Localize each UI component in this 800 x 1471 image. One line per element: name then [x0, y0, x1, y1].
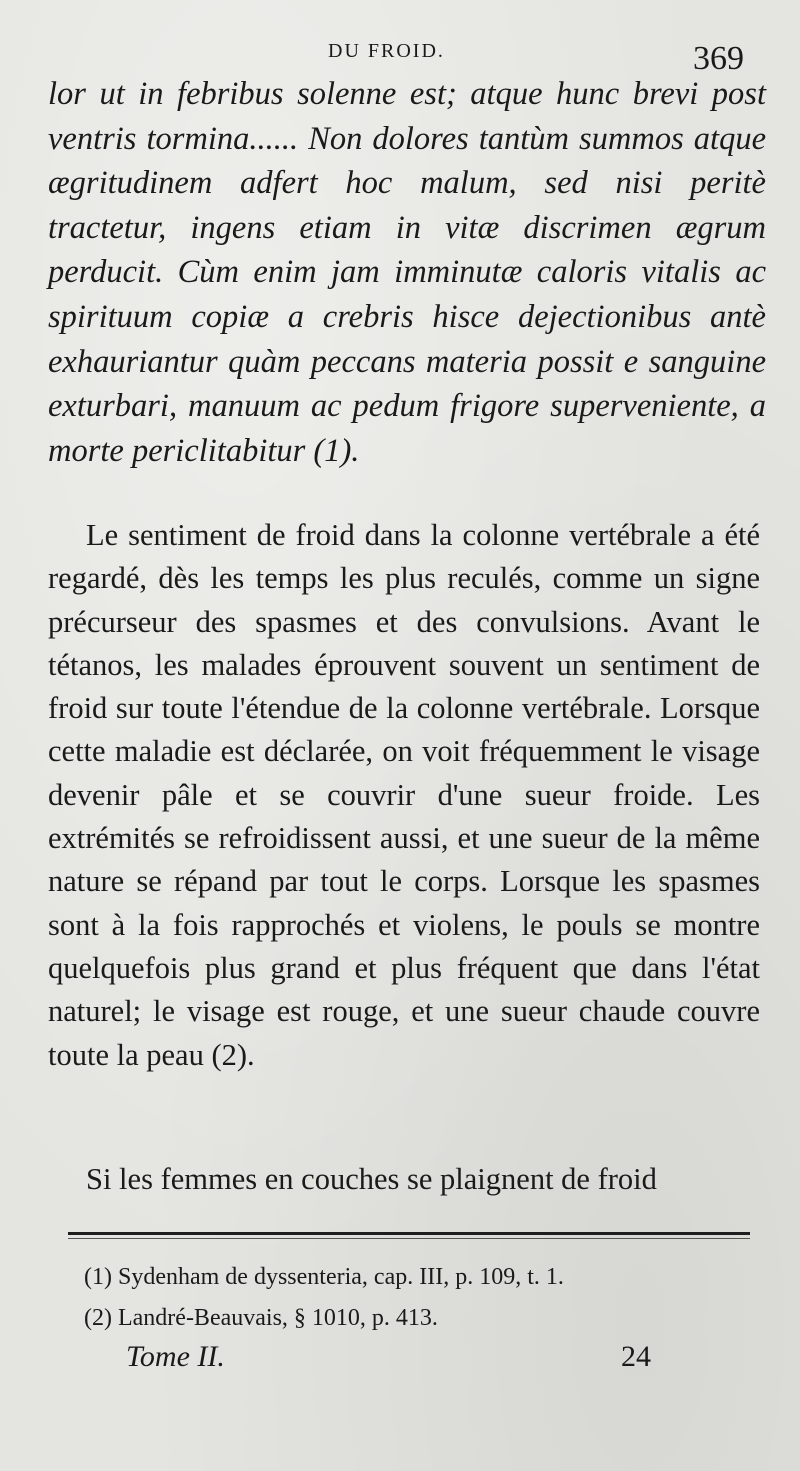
running-title: DU FROID.	[328, 40, 445, 62]
latin-quotation: lor ut in febribus solenne est; atque hunc brevi post ventris tormina...... Non dolores tantùm summos atque ægritudinem adfert hoc malum, sed nisi peritè tractetur, ingens etiam in vitæ discrimen ægrum perducit. Cùm enim jam imminutæ caloris vitalis ac spirituum copiæ a crebris hisce dejectionibus antè exhauriantur quàm peccans materia possit e sanguine exturbari, manuum ac pedum frigore superveniente, a morte periclitabitur (1).	[48, 76, 766, 469]
volume-label: Tome II.	[126, 1340, 225, 1373]
signature-mark: 24	[621, 1340, 651, 1373]
footnote-divider	[68, 1232, 750, 1235]
footnote-2: (2) Landré-Beauvais, § 1010, p. 413.	[84, 1305, 438, 1331]
footnote-divider-thin	[68, 1238, 750, 1239]
footnote-1: (1) Sydenham de dyssenteria, cap. III, p. 109, t. 1.	[84, 1264, 564, 1290]
page-number: 369	[693, 40, 744, 77]
paragraph-women-childbirth: Si les femmes en couches se plaignent de froid	[86, 1162, 657, 1196]
paragraph-cold-spine: Le sentiment de froid dans la colonne vertébrale a été regardé, dès les temps les plus reculés, comme un signe précurseur des spasmes et des convulsions. Avant le tétanos, les malades éprouvent souvent un sentiment de froid sur toute l'étendue de la colonne vertébrale. Lorsque cette maladie est déclarée, on voit fréquemment le visage devenir pâle et se couvrir d'une sueur froide. Les extrémités se refroidissent aussi, et une sueur de la même nature se répand par tout le corps. Lorsque les spasmes sont à la fois rapprochés et violens, le pouls se montre quelquefois plus grand et plus fréquent que dans l'état naturel; le visage est rouge, et une sueur chaude couvre toute la peau (2).	[48, 518, 760, 1072]
